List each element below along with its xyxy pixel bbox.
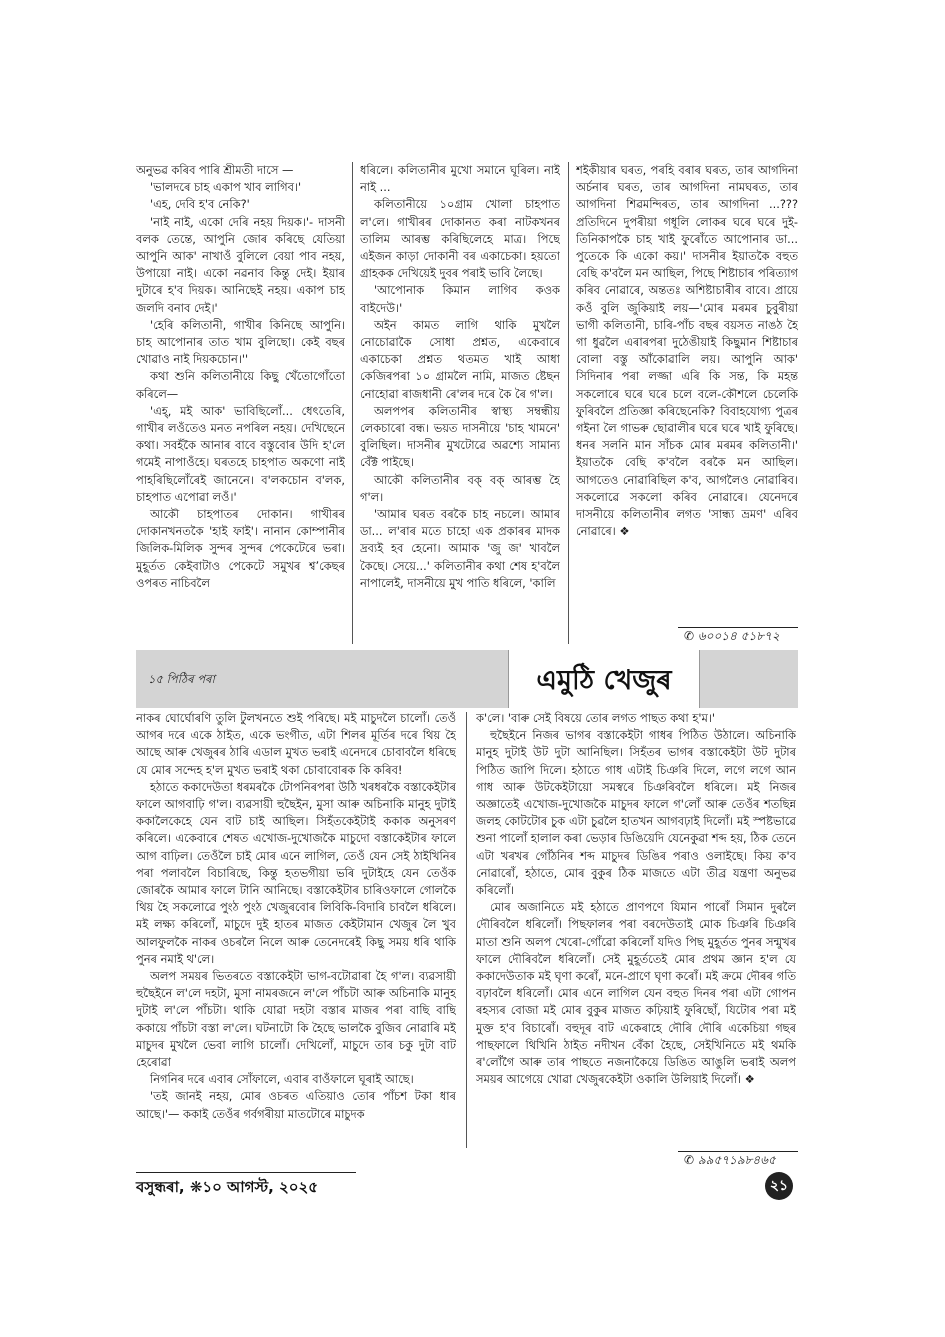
page-number-badge: ২১ (765, 1172, 793, 1200)
column-divider (466, 712, 467, 1148)
paragraph: আকৌ কলিতানীৰ বক্ বক্ আৰম্ভ হৈ গ'ল। (360, 472, 560, 504)
paragraph: অলপপৰ কলিতানীৰ স্বাস্থ্য সম্বন্ধীয় লেকচাৰো বন্ধ। ভয়ত দাসনীয়ে 'চাহ খামনে' বুলিছিল। দাসনীৰ মুখটোৱে অৱশ্যে সামান্য বেঁক্ট পাইছে। (360, 403, 560, 470)
paragraph: 'এহ, দেবি হ'ব নেকি?' (150, 197, 250, 212)
paragraph: কথা শুনি কলিতানীয়ে কিছু খেঁতোগোঁতো কৰিলে— (136, 369, 345, 401)
paragraph: কলিতানীয়ে ১০গ্ৰাম খোলা চাহপাত ল'লে। গাখীৰৰ দোকানত কৰা নাটকখনৰ তালিম আৰম্ভ কৰিছিলেহে মাত্ৰ। পিছে এইজন কাড়া দোকানী বৰ একাচেকা। হয়তো গ্ৰাহকক দেখিয়েই দুবৰ পৰাই ভাবি লৈছে। (360, 197, 560, 281)
paragraph: অইন কামত লাগি থাকি মুখলৈ নোচোৱাকৈ সোধা প্ৰশ্নত, একেবাৰে একাচেকা প্ৰশ্নত থতমত খাই আধা কেজিৰপৰা ১০ গ্ৰামলৈ নামি, মাজত ষ্টেছন নোহোৱা ৰাজধানী ৰে'লৰ দৰে কৈ ৰৈ গ'ল। (360, 317, 560, 401)
paragraph: নিগনিৰ দৰে এবাৰ সোঁফালে, এবাৰ বাওঁফালে ঘূৰাই আছে। (150, 1072, 414, 1087)
paragraph: অলপ সময়ৰ ভিতৰতে বস্তাকেইটা ভাগ-বটোৱাৰা হৈ গ'ল। ব্যৱসায়ী হুছৈইনে ল'লে দহটা, মুসা নামৰজনে ল'লে পাঁচটা আৰু অচিনাকি মানুহ দুটাই ল'লে পাঁচটা। থাকি যোৱা দহটা বস্তাৰ মাজৰ পৰা বাছি বাছি ককায়ে পাঁচটা বস্তা ল'লে। ঘটনাটো কি হৈছে ভালকৈ বুজিব নোৱাৰি মই মাচুদৰ মুখলৈ ভেবা লাগি চালোঁ। দেখিলোঁ, মাচুদে তাৰ চকু দুটা বাট হেৰোৱা (136, 969, 456, 1070)
publication-footer: বসুন্ধৰা, ❋১০ আগস্ট, ২০২৫ (136, 1178, 318, 1196)
paragraph: হুছৈইনে নিজৰ ভাগৰ বস্তাকেইটা গাধৰ পিঠিত উঠালে। অচিনাকি মানুহ দুটাই উট দুটা আনিছিল। সিহঁতৰ ভাগৰ বস্তাকেইটা উট দুটাৰ পিঠিত জাপি দিলে। হঠাতে গাধ এটাই চিঞৰি দিলে, লগে লগে আন গাধ আৰু উটকেইটায়ো সমস্বৰে চিঞৰিবলৈ ধৰিলে। মই নিজৰ অজ্ঞাতেই এখোজ-দুখোজকৈ মাচুদৰ ফালে গ'লোঁ আৰু তেওঁৰ শতছিন্ন জলহ কোটটোৰ চুক এটা চুৱলৈ হাতখন আগবঢ়াই দিলোঁ। মই স্পষ্টভাৱে শুনা পালোঁ হালাল কৰা ভেড়াৰ ডিঙিয়েদি যেনেকুৱা শব্দ হয়, ঠিক তেনে এটা খৰখৰ গোঁঠনিৰ শব্দ মাচুদৰ ডিঙিৰ পৰাও ওলাইছে। কিয় ক'ব নোৱাৰোঁ, হঠাতে, মোৰ বুকুৰ ঠিক মাজতে এটা তীব্ৰ যন্ত্ৰণা অনুভৱ কৰিলোঁ। (476, 728, 796, 898)
bottom-column-1 (136, 710, 456, 1150)
author-phone-number: ✆ ৯৯৫৭১৯৮৪৬৫ (684, 1153, 776, 1167)
paragraph: 'ভালদৰে চাহ একাপ খাব লাগিব।' (150, 180, 302, 195)
paragraph: 'তই জানই নহয়, মোৰ ওচৰত এতিয়াও তোৰ পাঁচশ টকা ধাৰ আছে।'— ককাই তেওঁৰ গৰ্বগৰীয়া মাতটোৰে মাচুদক (136, 1089, 456, 1121)
top-column-1 (136, 162, 345, 644)
paragraph: 'আমাৰ ঘৰত বৰকৈ চাহ নচলে। আমাৰ ডা... ল'ৰাৰ মতে চাহো এক প্ৰকাৰৰ মাদক দ্ৰব্যই হব হেনো। আমাক 'জু জ' খাবলৈ কৈছে। সেয়ে...' কলিতানীৰ কথা শেষ হ'বলৈ নাপালেই, দাসনীয়ে মুখ পাতি ধৰিলে, 'কালি (360, 507, 560, 590)
paragraph: মোৰ অজানিতে মই হঠাতে প্ৰাণপণে যিমান পাৰোঁ সিমান দুৰলৈ দৌৰিবলৈ ধৰিলোঁ। পিছফালৰ পৰা বৰদেউতাই মোক চিঞৰি চিঞৰি মাতা শুনি অলপ খেৰো-গোঁৱো কৰিলোঁ যদিও পিছ মুহূৰ্তত পুনৰ সন্মুখৰ ফালে দৌৰিবলৈ ধৰিলোঁ। সেই মুহূৰ্ততেই মোৰ প্ৰথম জ্ঞান হ'ল যে ককাদেউতাক মই ঘৃণা কৰোঁ, মনে-প্ৰাণে ঘৃণা কৰোঁ। মই ক্ৰমে দৌৰৰ গতি বঢ়াবলৈ ধৰিলোঁ। মোৰ এনে লাগিল যেন বহুত দিনৰ পৰা এটা গোপন ৰহস্যৰ বোজা মই মোৰ বুকুৰ মাজত কঢ়িয়াই ফুৰিছোঁ, যিটোৰ পৰা মই মুক্ত হ'ব বিচাৰোঁ। বহুদূৰ বাট একেৰাহে দৌৰি দৌৰি একেচিয়া গছৰ পাছফালে থিখিনি ঠাইত নদীখন বেঁকা হৈছে, সেইখিনিতে মই থমকি ৰ'লোঁগৈ আৰু তাৰ পাছতে নজনাকৈয়ে ডিঙিত আঙুলি ভৰাই অলপ সময়ৰ আগেয়ে খোৱা খেজুৰকেইটা ওকালি উলিয়াই দিলোঁ। ❖ (476, 900, 796, 1087)
paragraph: শইকীয়াৰ ঘৰত, পৰহি বৰাৰ ঘৰত, তাৰ আগদিনা অৰ্চনাৰ ঘৰত, তাৰ আগদিনা নামঘৰত, তাৰ আগদিনা শিৱমন্দিৰত, তাৰ আগদিনা ...??? প্ৰতিদিনে দুপৰীয়া গধূলি লোকৰ ঘৰে ঘৰে দুই-তিনিকাপকৈ চাহ খাই ফুৰোঁতে আপোনাৰ ডা... পুতেকে কি একো কয়।' দাসনীৰ ইয়াতকৈ বহুত বেছি ক'বলৈ মন আছিল, পিছে শিষ্টাচাৰ পৰিত্যাগ কৰিব নোৱাৰে, অন্ততঃ অশিষ্টাচাৰীৰ বাবে। প্ৰায়ে কওঁ বুলি জুকিয়াই লয়—'মোৰ মৰমৰ চুবুৰীয়া ভাগী কলিতানী, চাৰি-পাঁচ বছৰ বয়সত নাঙঠ হৈ গা ধুৱলৈ এৰাৰপৰা দুঠেঙীয়াই কিছুমান শিষ্টাচাৰ বোলা বস্তু আঁকোৱালি লয়। আপুনি আক' সিদিনাৰ পৰা লজ্জা এৰি কি সন্ত, কি মহন্ত সকলোৰে ঘৰে ঘৰে চলে বলে-কৌশলে চেলেকি ফুৰিবলৈ প্ৰতিজ্ঞা কৰিছেনেকি? বিবাহযোগ্য পুত্ৰৰ গইনা লৈ গাভৰু ছোৱালীৰ ঘৰে ঘৰে খাই ফুৰিছে। ধনৰ সলনি মান সাঁচক মোৰ মৰমৰ কলিতানী।' ইয়াতকৈ বেছি ক'বলৈ বৰকৈ মন আছিল। আগতেও নোৱাৰিছিল ক'ব, আগলৈও নোৱাৰিব। সকলোৱে সকলো কৰিব নোৱাৰে। যেনেদৰে দাসনীয়ে কলিতানীৰ লগত 'সান্ধ্য ভ্ৰমণ' এৰিব নোৱাৰে। ❖ (576, 163, 798, 539)
column-divider (568, 162, 569, 644)
continued-from-label: ১৫ পিঠিৰ পৰা (148, 672, 215, 686)
paragraph: 'হেৰি কলিতানী, গাখীৰ কিনিছে আপুনি। চাহ আপোনাৰ তাত খাম বুলিছো। কেই বছৰ খোৱাও নাই দিয়কচোন।'' (136, 317, 345, 367)
title-box (508, 650, 700, 708)
paragraph: অনুভৱ কৰিব পাৰি শ্ৰীমতী দাসে — (136, 163, 294, 177)
author-phone-number: ✆ ৬০০১৪ ৫১৮৭২ (684, 629, 780, 643)
paragraph: নাকৰ ঘোৰ্ঘোৰণি তুলি টুলখনতে শুই পৰিছে। মই মাচুদলৈ চালোঁ। তেওঁ আগৰ দৰে একে ঠাইত, একে ভংগীত, এটা শিলৰ মূৰ্তিৰ দৰে থিয় হৈ আছে আৰু খেজুৰৰ ঠাৰি এডাল মুখত ভৰাই এনেদৰে চোবাবলৈ ধৰিছে যে মোৰ সন্দেহ হ'ল মুখত ভৰাই থকা চোবাবোৰক কি কৰিব! (136, 711, 456, 777)
column-divider (352, 162, 353, 644)
top-column-3 (576, 162, 798, 644)
paragraph: আকৌ চাহপাতৰ দোকান। গাখীৰৰ দোকানখনতকৈ 'হাই ফাই'। নানান কোম্পানীৰ জিলিক-মিলিক সুন্দৰ সুন্দৰ পেকেটেৰে ভৰা। মুহূৰ্তত কেইবাটাও পেকেটে সমুখৰ শ্বʼকেছৰ ওপৰত নাচিবলৈ (136, 507, 345, 590)
paragraph: 'নাই নাই, একো দেৰি নহয় দিয়ক।'- দাসনী বলক তেন্তে, আপুনি জোৰ কৰিছে যেতিয়া আপুনি আক' নাখাওঁ বুলিলে বেয়া পাব নহয়, উপায়ো নাই। একো নৱনাব কিন্তু দেই। ইয়াৰ দুটাৰে হ'ব দিয়ক। আনিছেই নহয়। একাপ চাহ জলদি বনাব দেই।' (136, 214, 345, 315)
paragraph: ধৰিলে। কলিতানীৰ মুখো সমানে ঘূৰিল। নাই নাই ... (360, 163, 560, 195)
footer-rule (136, 1172, 356, 1173)
paragraph: 'আপোনাক কিমান লাগিব কওক বাইদেউ।' (360, 283, 560, 315)
paragraph: 'এহ্, মই আক' ভাবিছিলোঁ... ধেৎতেৰি, গাখীৰ লওঁতেও মনত নপৰিল নহয়। দেখিছেনে কথা। সবহঁকৈ আনাৰ বাবে বস্তুবোৰ উদি হ'লে গমেই নাপাওঁহে। ঘৰতহে চাহপাত অকণো নাই পাহৰিছিলোঁৰেই জানেনে। ব'লকচোন ব'লক, চাহপাত এপোৱা লওঁ।' (136, 403, 345, 504)
top-column-2 (360, 162, 560, 644)
paragraph: হঠাতে ককাদেউতা ধৰমৰকৈ টোপনিৰপৰা উঠি খৰধৰকৈ বস্তাকেইটাৰ ফালে আগবাঢ়ি গ'ল। ব্যৱসায়ী হুছৈইন, মুসা আৰু অচিনাকি মানুহ দুটাই ককালৈকেহে যেন বাট চাই আছিল। সিহঁতকেইটাই ককাক অনুসৰণ কৰিলে। একেবাৰে শেষত এখোজ-দুখোজকৈ মাচুদো বস্তাকেইটাৰ ফালে আগ বাঢ়িল। তেওঁলৈ চাই মোৰ এনে লাগিল, তেওঁ যেন সেই ঠাইখিনিৰ পৰা পলাবলৈ বিচাৰিছে, কিন্তু হতভগীয়া ভৰি দুটাইহে যেন তেওঁক জোৰকৈ আমাৰ ফালে টানি আনিছে। বস্তাকেইটাৰ চাৰিওফালে গোলকৈ থিয় হৈ সকলোৱে পুংঠ পুংঠ খেজুৰবোৰ লিবিকি-বিদাৰি চাবলৈ ধৰিলে। মই লক্ষ্য কৰিলোঁ, মাচুদে দুই হাতৰ মাজত কেইটামান খেজুৰ লৈ খুব আলফুলকৈ নাকৰ ওচৰলৈ নিলে আৰু তেনেদৰেই কিছু সময় ধৰি থাকি পুনৰ নমাই থ'লে। (136, 779, 456, 966)
story-title-band (136, 650, 798, 708)
story-title: এমুঠি খেজুৰ (536, 665, 672, 696)
paragraph: ক'লে। 'বাৰু সেই বিষয়ে তোৰ লগত পাছত কথা হ'ম।' (476, 711, 715, 725)
bottom-column-2 (476, 710, 796, 1150)
